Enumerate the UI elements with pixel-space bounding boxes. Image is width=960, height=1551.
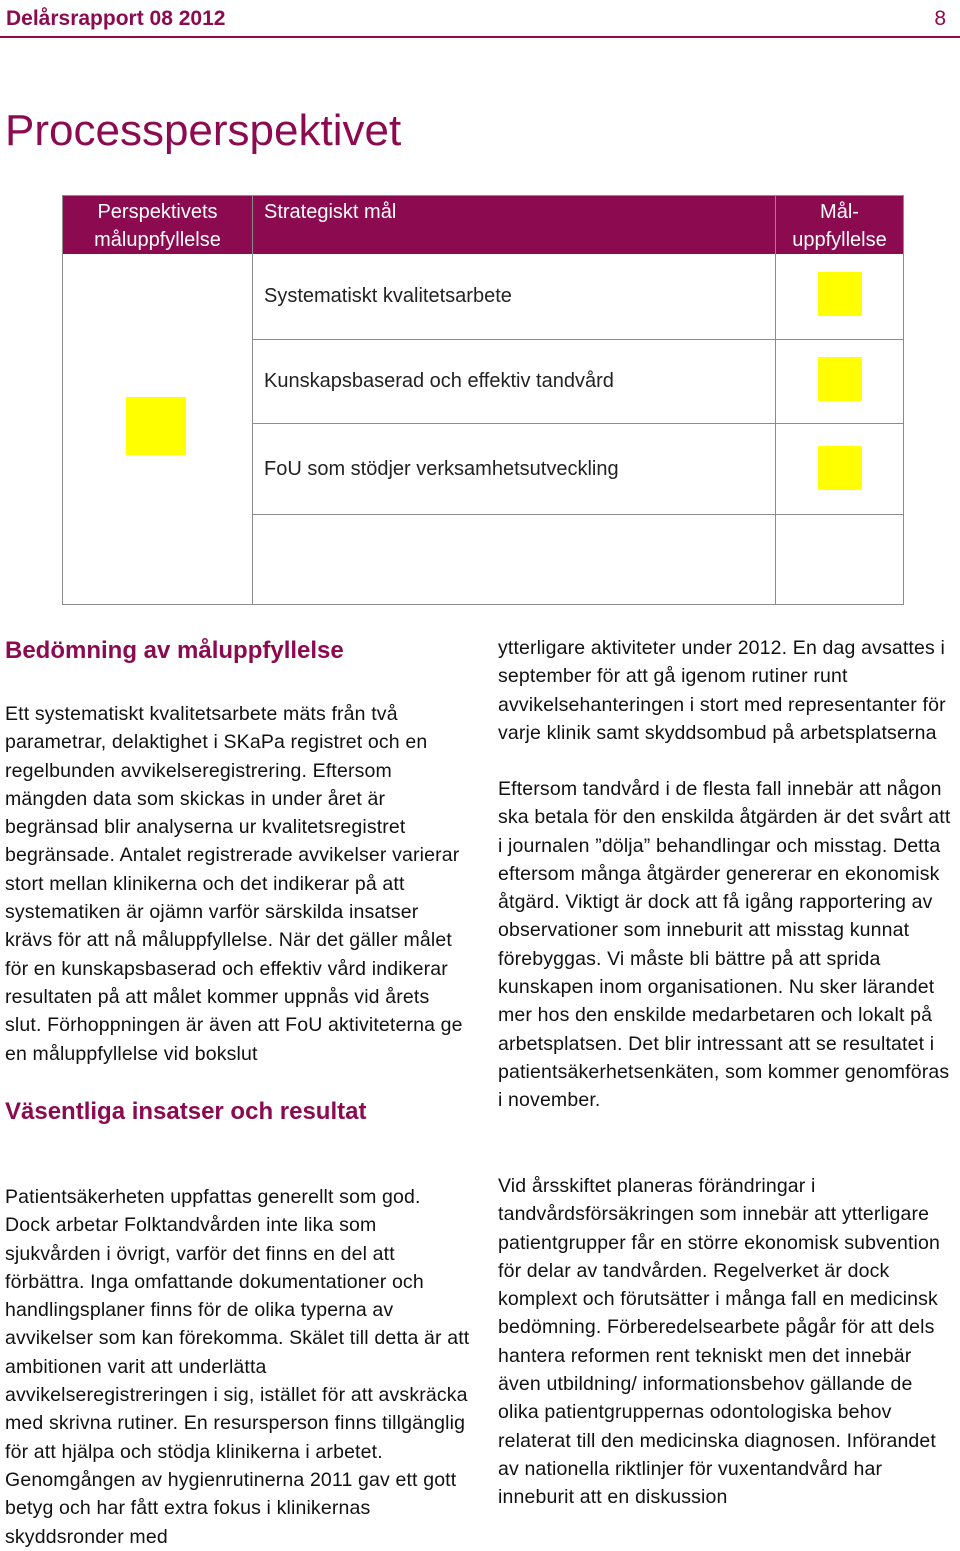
goal-status-indicator — [818, 272, 862, 316]
perspective-status-indicator — [126, 397, 186, 455]
header-rule — [0, 36, 960, 38]
goal-systematic-quality: Systematiskt kvalitetsarbete — [264, 285, 512, 307]
goal-status-indicator — [818, 357, 862, 401]
goal-research-development: FoU som stödjer verksamhetsutveckling — [264, 458, 619, 480]
page-number: 8 — [934, 7, 946, 30]
right-column-paragraph: Eftersom tandvård i de flesta fall innebär att någon ska betala för den enskilda åtgärden är det svårt att i journalen ”dölja” behandlingar och misstag. Detta eftersom många åtgärder genererar en ekonomisk åtgärd. Viktigt är dock att få igång rapportering av observationer som inneburit att misstag kunnat förebyggas. Vi måste bli bättre på att sprida kunskapen inom organisationen. Nu sker lärandet mer hos den enskilde medarbetaren och lokalt på arbetsplatsen. Det blir intressant att se resultatet i patientsäkerhetsenkäten, som kommer genomföras i november. — [498, 778, 951, 1112]
goal-knowledge-based-care: Kunskapsbaserad och effektiv tandvård — [264, 370, 614, 392]
column-divider — [252, 196, 253, 604]
row-divider — [252, 423, 903, 424]
page-title: Processperspektivet — [5, 106, 402, 155]
report-title: Delårsrapport 08 2012 — [6, 7, 226, 30]
efforts-text: Patientsäkerheten uppfattas generellt som god. Dock arbetar Folktandvården inte lika som sjukvården i övrigt, varför det finns en del att förbättra. Inga omfattande dokumentationer och handlingsplaner finns för de olika typerna av avvikelser som kan förekomma. Skälet till detta är att ambitionen varit att underlätta avvikelseregistreringen i sig, istället för att avskräcka med skrivna rutiner. En resursperson finns tillgänglig för att hjälpa och stödja klinikerna i arbetet. Genomgången av hygienrutinerna 2011 gav ett gott betyg och har fått extra fokus i klinikernas skyddsronder med — [5, 1186, 470, 1548]
page-header — [0, 0, 960, 36]
column-header-goal-fulfilment: Mål- uppfyllelse — [776, 196, 903, 254]
column-header-perspective: Perspektivets måluppfyllelse — [63, 196, 252, 254]
goal-status-indicator — [818, 446, 862, 490]
right-column-paragraph: ytterligare aktiviteter under 2012. En dag avsattes i september för att gå igenom rutiner runt avvikelsehanteringen i stort med representanter för varje klinik samt skyddsombud på arbetsplatserna — [498, 637, 946, 744]
row-divider — [252, 514, 903, 515]
column-header-strategic-goal: Strategiskt mål — [252, 196, 776, 254]
column-divider — [775, 196, 776, 604]
goal-table — [62, 195, 904, 605]
efforts-heading: Väsentliga insatser och resultat — [5, 1098, 367, 1125]
row-divider — [252, 339, 903, 340]
right-column-paragraph: Vid årsskiftet planeras förändringar i tandvårdsförsäkringen som innebär att ytterligare patientgrupper får en större ekonomisk subvention för delar av tandvården. Regelverket är dock komplext och förutsätter i många fall en medicinsk bedömning. Förberedelsearbete pågår för att dels hantera reformen rent tekniskt men det innebär även utbildning/ informationsbehov gällande de olika patientgruppernas odontologiska behov relaterat till den medicinska diagnosen. Införandet av nationella riktlinjer för vuxentandvård har inneburit att en diskussion — [498, 1175, 941, 1509]
assessment-text: Ett systematiskt kvalitetsarbete mäts från två parametrar, delaktighet i SKaPa registret och en regelbunden avvikelseregistrering. Eftersom mängden data som skickas in under året är begränsad blir analyserna ur kvalitetsregistret begränsade. Antalet registrerade avvikelser varierar stort mellan klinikerna och det indikerar på att systematiken är ojämn varför särskilda insatser krävs för att nå måluppfyllelse. När det gäller målet för en kunskapsbaserad och effektiv vård indikerar resultaten på att målet kommer uppnås vid årets slut. Förhoppningen är även att FoU aktiviteterna ge en måluppfyllelse vid bokslut — [5, 703, 463, 1065]
assessment-heading: Bedömning av måluppfyllelse — [5, 637, 344, 664]
